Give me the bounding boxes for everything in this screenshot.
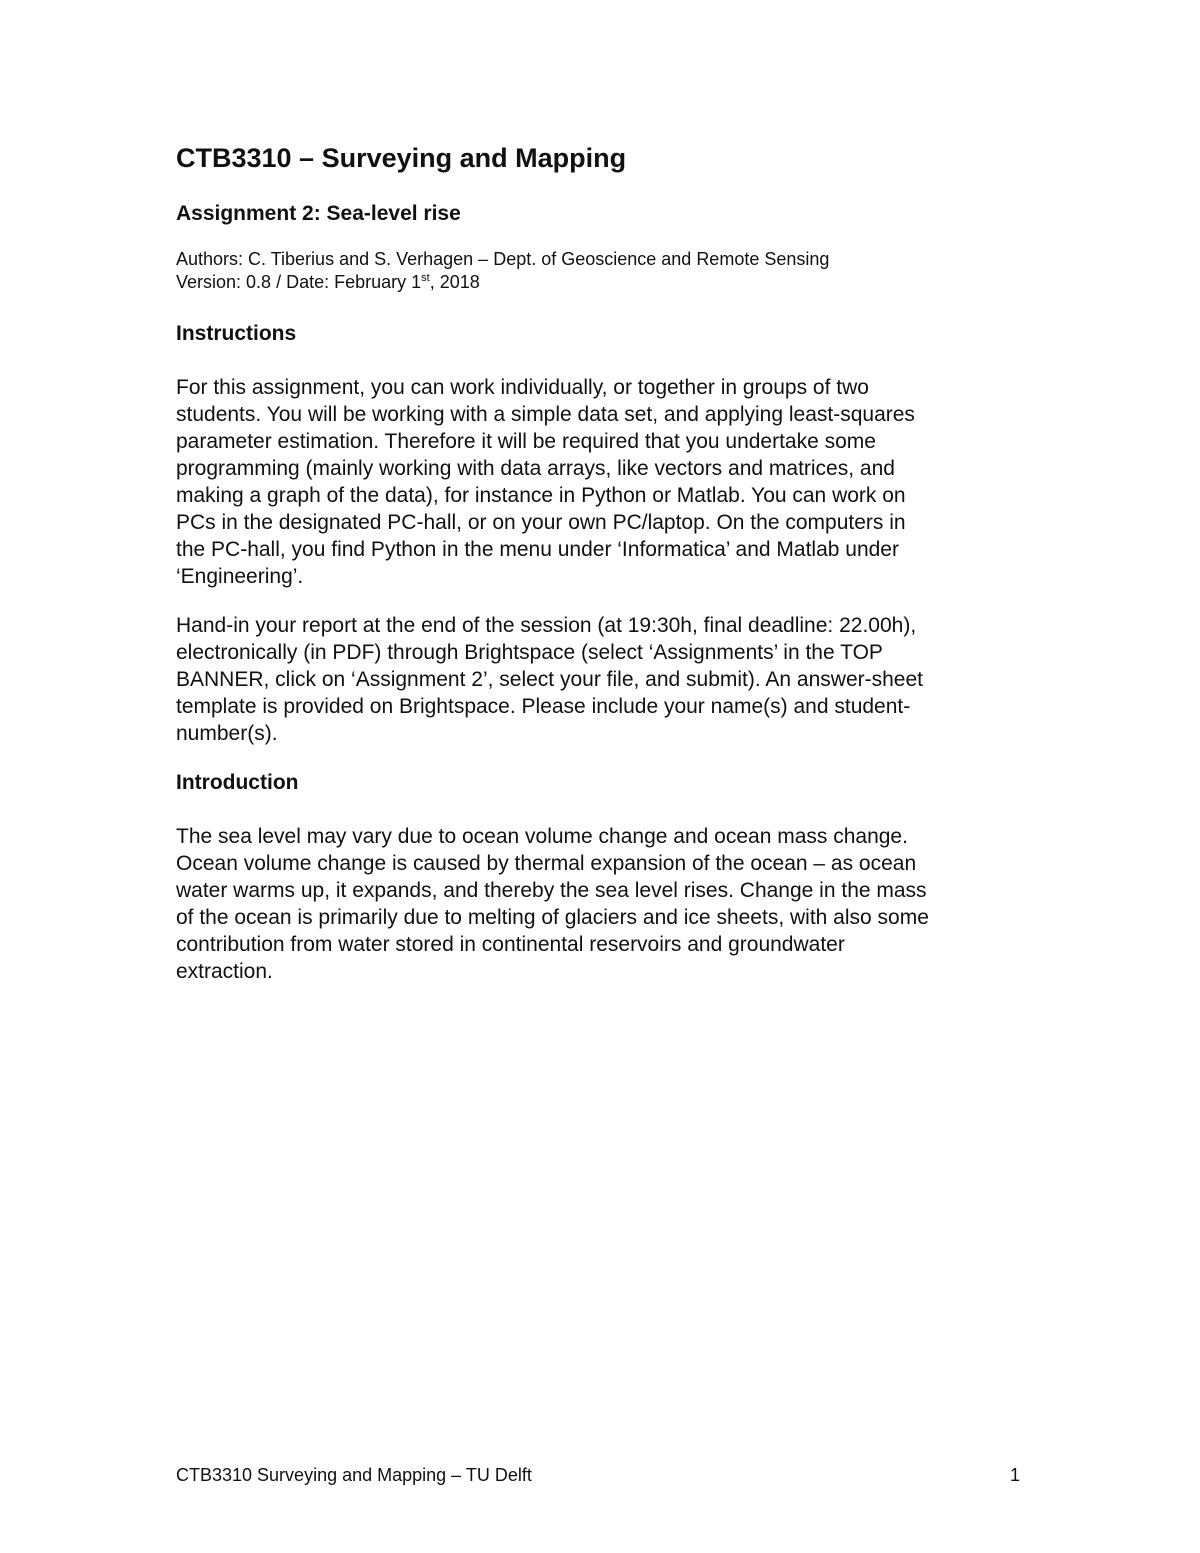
paragraph-line: For this assignment, you can work individually, or together in groups of two: [176, 376, 869, 399]
version-line-suffix: , 2018: [429, 272, 480, 292]
instructions-paragraph-2: [176, 612, 1026, 747]
instructions-paragraph-1: [176, 374, 1026, 590]
paragraph-line: template is provided on Brightspace. Please include your name(s) and student-: [176, 695, 911, 718]
authors-line: Authors: C. Tiberius and S. Verhagen – Dept. of Geoscience and Remote Sensing: [176, 249, 830, 269]
paragraph-line: extraction.: [176, 960, 273, 983]
version-line-superscript: st: [421, 272, 430, 284]
paragraph-line: the PC-hall, you find Python in the menu under ‘Informatica’ and Matlab under: [176, 538, 899, 561]
paragraph-line: of the ocean is primarily due to melting of glaciers and ice sheets, with also some: [176, 906, 929, 929]
version-line-prefix: Version: 0.8 / Date: February 1: [176, 272, 422, 292]
page-number: 1: [1009, 1465, 1020, 1485]
paragraph-line: parameter estimation. Therefore it will be required that you undertake some: [176, 430, 876, 453]
paragraph-line: students. You will be working with a simple data set, and applying least-squares: [176, 403, 915, 426]
paragraph-line: PCs in the designated PC-hall, or on your own PC/laptop. On the computers in: [176, 511, 906, 534]
paragraph-line: electronically (in PDF) through Brightspace (select ‘Assignments’ in the TOP: [176, 641, 883, 664]
version-line: [176, 271, 1026, 294]
paragraph-line: number(s).: [176, 722, 278, 745]
paragraph-line: water warms up, it expands, and thereby the sea level rises. Change in the mass: [176, 879, 927, 902]
paragraph-line: Ocean volume change is caused by thermal expansion of the ocean – as ocean: [176, 852, 917, 875]
assignment-title: Assignment 2: Sea-level rise: [176, 202, 461, 225]
paragraph-line: The sea level may vary due to ocean volume change and ocean mass change.: [176, 825, 908, 848]
paragraph-line: BANNER, click on ‘Assignment 2’, select your file, and submit). An answer-sheet: [176, 668, 923, 691]
document-title: CTB3310 – Surveying and Mapping: [176, 143, 627, 173]
paragraph-line: making a graph of the data), for instance in Python or Matlab. You can work on: [176, 484, 906, 507]
introduction-paragraph-1: [176, 823, 1026, 985]
page-footer: [176, 1463, 1026, 1487]
introduction-heading: Introduction: [176, 771, 299, 794]
paragraph-line: contribution from water stored in continental reservoirs and groundwater: [176, 933, 845, 956]
footer-text: CTB3310 Surveying and Mapping – TU Delft: [176, 1465, 532, 1485]
document-meta: [176, 248, 1026, 294]
instructions-heading: Instructions: [176, 322, 297, 345]
paragraph-line: programming (mainly working with data arrays, like vectors and matrices, and: [176, 457, 895, 480]
paragraph-line: Hand-in your report at the end of the session (at 19:30h, final deadline: 22.00h),: [176, 614, 917, 637]
page-content: [176, 140, 1026, 1007]
paragraph-line: ‘Engineering’.: [176, 565, 304, 588]
